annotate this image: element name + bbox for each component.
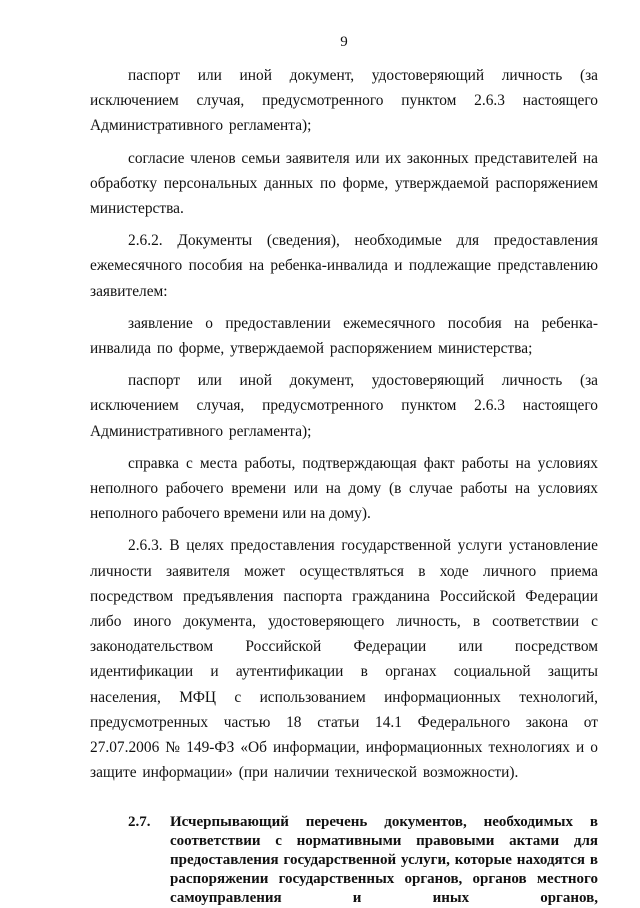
section-number: 2.7. <box>128 814 151 831</box>
paragraph-application: заявление о предоставлении ежемесячного пособия на ребенка-инвалида по форме, утверждаемой распоряжением министерства; <box>90 314 598 358</box>
page-number: 9 <box>340 34 348 50</box>
paragraph-family-consent: согласие членов семьи заявителя или их законных представителей на обработку персональных данных по форме, утверждаемой распоряжением министерства. <box>90 149 598 218</box>
paragraph-2-6-3: 2.6.3. В целях предоставления государственной услуги установление личности заявителя может осуществляться в ходе личного приема посредством предъявления паспорта гражданина Российской Федерации либо иного документа, удостоверяющего личность, в соответствии с законодательством Российской Федерации или посредством идентификации и аутентификации в органах социальной защиты населения, МФЦ с использованием информационных технологий, предусмотренных частью 18 статьи 14.1 Федерального закона от 27.07.2006 № 149-ФЗ «Об информации, информационных технологиях и о защите информации» (при наличии технической возможности). <box>90 537 598 782</box>
paragraph-passport-1: паспорт или иной документ, удостоверяющий личность (за исключением случая, предусмотренного пунктом 2.6.3 настоящего Административного регламента); <box>90 67 598 135</box>
paragraph-passport-2: паспорт или иной документ, удостоверяющий личность (за исключением случая, предусмотренного пунктом 2.6.3 настоящего Административного регламента); <box>90 372 598 440</box>
paragraph-2-6-2: 2.6.2. Документы (сведения), необходимые для предоставления ежемесячного пособия на ребенка-инвалида и подлежащие представлению заявителем: <box>90 232 598 300</box>
paragraph-work-certificate: справка с места работы, подтверждающая факт работы на условиях неполного рабочего времени или на дому (в случае работы на условиях неполного рабочего времени или на дому). <box>90 454 598 523</box>
section-2-7 <box>90 813 598 908</box>
section-title: Исчерпывающий перечень документов, необходимых в соответствии с нормативными правовыми актами для предоставления государственной услуги, которые находятся в распоряжении государственных органов, органов местного самоуправления и иных органов, <box>170 814 598 907</box>
